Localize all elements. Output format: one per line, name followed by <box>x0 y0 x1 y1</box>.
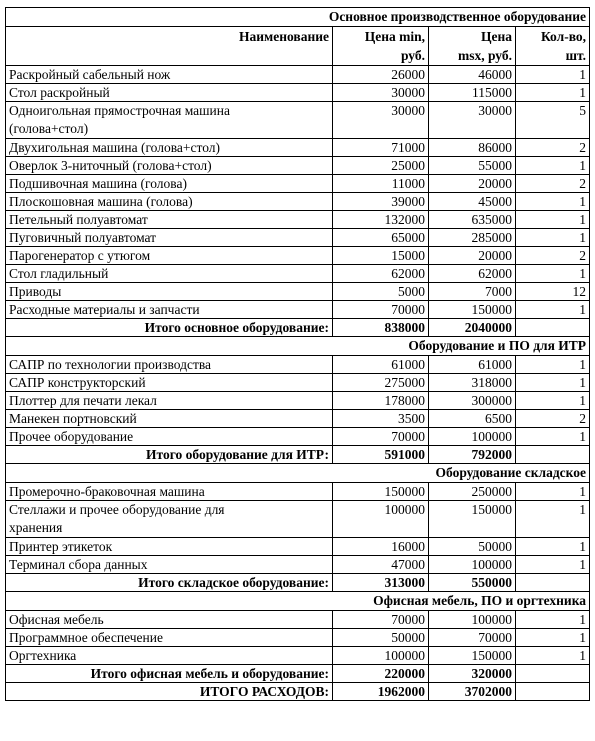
price-max-cell: 150000 <box>429 647 516 665</box>
price-min-cell: 275000 <box>333 374 429 392</box>
subtotal-label: Итого складское оборудование: <box>6 574 333 592</box>
quantity-cell: 1 <box>516 157 590 175</box>
quantity-cell: 1 <box>516 647 590 665</box>
item-name: Парогенератор с утюгом <box>6 247 333 265</box>
table-row <box>6 139 590 157</box>
item-name: Прочее оборудование <box>6 428 333 446</box>
table-row <box>6 428 590 446</box>
price-min-cell: 50000 <box>333 629 429 647</box>
price-max-cell: 635000 <box>429 211 516 229</box>
grand-total-qty-empty <box>516 683 590 701</box>
table-row <box>6 283 590 301</box>
item-name: Плоттер для печати лекал <box>6 392 333 410</box>
section-title: Оборудование складское <box>6 464 590 483</box>
table-row <box>6 265 590 283</box>
quantity-cell: 1 <box>516 356 590 374</box>
item-name: Стол раскройный <box>6 84 333 102</box>
price-min-cell: 178000 <box>333 392 429 410</box>
item-name: Промерочно-браковочная машина <box>6 483 333 501</box>
section-title: Офисная мебель, ПО и оргтехника <box>6 592 590 611</box>
price-max-cell: 100000 <box>429 556 516 574</box>
item-name: Манекен портновский <box>6 410 333 428</box>
subtotal-min: 313000 <box>333 574 429 592</box>
quantity-cell: 1 <box>516 66 590 84</box>
price-max-cell: 20000 <box>429 175 516 193</box>
quantity-cell: 1 <box>516 538 590 556</box>
subtotal-qty-empty <box>516 446 590 464</box>
price-max-cell: 62000 <box>429 265 516 283</box>
quantity-cell: 2 <box>516 139 590 157</box>
quantity-cell: 1 <box>516 374 590 392</box>
price-min-cell: 25000 <box>333 157 429 175</box>
quantity-cell: 2 <box>516 410 590 428</box>
price-max-cell: 86000 <box>429 139 516 157</box>
price-min-cell: 39000 <box>333 193 429 211</box>
item-name: Программное обеспечение <box>6 629 333 647</box>
item-name: Расходные материалы и запчасти <box>6 301 333 319</box>
item-name: Офисная мебель <box>6 611 333 629</box>
price-max-cell: 300000 <box>429 392 516 410</box>
price-min-cell: 62000 <box>333 265 429 283</box>
grand-total-row <box>6 683 590 701</box>
price-max-cell: 20000 <box>429 247 516 265</box>
price-max-cell: 318000 <box>429 374 516 392</box>
subtotal-max: 320000 <box>429 665 516 683</box>
price-max-cell: 100000 <box>429 428 516 446</box>
subtotal-row <box>6 446 590 464</box>
item-name: Петельный полуавтомат <box>6 211 333 229</box>
table-row <box>6 175 590 193</box>
document-page <box>5 7 590 701</box>
item-name: САПР конструкторский <box>6 374 333 392</box>
table-row <box>6 193 590 211</box>
price-max-cell: 50000 <box>429 538 516 556</box>
subtotal-min: 220000 <box>333 665 429 683</box>
item-name: САПР по технологии производства <box>6 356 333 374</box>
quantity-cell: 1 <box>516 301 590 319</box>
quantity-cell: 1 <box>516 629 590 647</box>
table-row <box>6 556 590 574</box>
grand-total-min: 1962000 <box>333 683 429 701</box>
quantity-cell: 1 <box>516 392 590 410</box>
price-max-cell: 30000 <box>429 102 516 139</box>
item-name: Стеллажи и прочее оборудование для хранения <box>6 501 333 538</box>
quantity-cell: 1 <box>516 229 590 247</box>
price-max-cell: 150000 <box>429 301 516 319</box>
section-title: Оборудование и ПО для ИТР <box>6 337 590 356</box>
quantity-cell: 1 <box>516 193 590 211</box>
price-max-cell: 285000 <box>429 229 516 247</box>
price-min-cell: 30000 <box>333 84 429 102</box>
item-name: Подшивочная машина (голова) <box>6 175 333 193</box>
item-name: Оверлок 3-ниточный (голова+стол) <box>6 157 333 175</box>
item-name: Стол гладильный <box>6 265 333 283</box>
section-header-row <box>6 8 590 27</box>
subtotal-max: 550000 <box>429 574 516 592</box>
price-max-cell: 45000 <box>429 193 516 211</box>
subtotal-label: Итого основное оборудование: <box>6 319 333 337</box>
section-title: Основное производственное оборудование <box>6 8 590 27</box>
table-row <box>6 629 590 647</box>
item-name: Двухигольная машина (голова+стол) <box>6 139 333 157</box>
quantity-cell: 1 <box>516 428 590 446</box>
table-row <box>6 647 590 665</box>
subtotal-max: 2040000 <box>429 319 516 337</box>
price-min-cell: 61000 <box>333 356 429 374</box>
quantity-cell: 2 <box>516 175 590 193</box>
table-row <box>6 247 590 265</box>
price-min-cell: 71000 <box>333 139 429 157</box>
section-header-row <box>6 337 590 356</box>
price-min-cell: 47000 <box>333 556 429 574</box>
subtotal-row <box>6 319 590 337</box>
price-min-cell: 15000 <box>333 247 429 265</box>
subtotal-qty-empty <box>516 574 590 592</box>
price-min-cell: 70000 <box>333 428 429 446</box>
table-row <box>6 301 590 319</box>
subtotal-label: Итого офисная мебель и оборудование: <box>6 665 333 683</box>
price-min-cell: 150000 <box>333 483 429 501</box>
quantity-cell: 5 <box>516 102 590 139</box>
item-name: Принтер этикеток <box>6 538 333 556</box>
column-header-row <box>6 27 590 66</box>
subtotal-label: Итого оборудование для ИТР: <box>6 446 333 464</box>
quantity-cell: 2 <box>516 247 590 265</box>
price-min-cell: 132000 <box>333 211 429 229</box>
price-max-cell: 100000 <box>429 611 516 629</box>
table-row <box>6 66 590 84</box>
price-max-cell: 46000 <box>429 66 516 84</box>
price-min-cell: 70000 <box>333 301 429 319</box>
subtotal-max: 792000 <box>429 446 516 464</box>
price-max-cell: 6500 <box>429 410 516 428</box>
quantity-cell: 1 <box>516 211 590 229</box>
table-row <box>6 356 590 374</box>
price-max-cell: 70000 <box>429 629 516 647</box>
price-min-cell: 11000 <box>333 175 429 193</box>
equipment-costs-table <box>5 7 590 701</box>
quantity-cell: 1 <box>516 611 590 629</box>
table-row <box>6 102 590 139</box>
table-row <box>6 211 590 229</box>
subtotal-row <box>6 574 590 592</box>
item-name: Одноигольная прямострочная машина (голова+стол) <box>6 102 333 139</box>
subtotal-row <box>6 665 590 683</box>
price-min-cell: 70000 <box>333 611 429 629</box>
column-header-price-max: Цена msx, руб. <box>429 27 516 66</box>
price-max-cell: 150000 <box>429 501 516 538</box>
price-max-cell: 115000 <box>429 84 516 102</box>
column-header-name: Наименование <box>6 27 333 66</box>
subtotal-qty-empty <box>516 319 590 337</box>
price-min-cell: 65000 <box>333 229 429 247</box>
table-row <box>6 392 590 410</box>
table-row <box>6 538 590 556</box>
table-row <box>6 374 590 392</box>
quantity-cell: 1 <box>516 501 590 538</box>
quantity-cell: 1 <box>516 556 590 574</box>
price-max-cell: 250000 <box>429 483 516 501</box>
table-row <box>6 84 590 102</box>
column-header-qty: Кол-во, шт. <box>516 27 590 66</box>
price-max-cell: 55000 <box>429 157 516 175</box>
table-body <box>6 8 590 701</box>
price-min-cell: 30000 <box>333 102 429 139</box>
table-row <box>6 229 590 247</box>
price-min-cell: 3500 <box>333 410 429 428</box>
table-row <box>6 157 590 175</box>
subtotal-qty-empty <box>516 665 590 683</box>
price-min-cell: 100000 <box>333 647 429 665</box>
section-header-row <box>6 464 590 483</box>
item-name: Раскройный сабельный нож <box>6 66 333 84</box>
subtotal-min: 838000 <box>333 319 429 337</box>
section-header-row <box>6 592 590 611</box>
table-row <box>6 611 590 629</box>
quantity-cell: 12 <box>516 283 590 301</box>
item-name: Пуговичный полуавтомат <box>6 229 333 247</box>
item-name: Терминал сбора данных <box>6 556 333 574</box>
quantity-cell: 1 <box>516 265 590 283</box>
subtotal-min: 591000 <box>333 446 429 464</box>
price-max-cell: 61000 <box>429 356 516 374</box>
price-max-cell: 7000 <box>429 283 516 301</box>
grand-total-label: ИТОГО РАСХОДОВ: <box>6 683 333 701</box>
item-name: Оргтехника <box>6 647 333 665</box>
item-name: Плоскошовная машина (голова) <box>6 193 333 211</box>
price-min-cell: 16000 <box>333 538 429 556</box>
grand-total-max: 3702000 <box>429 683 516 701</box>
item-name: Приводы <box>6 283 333 301</box>
price-min-cell: 26000 <box>333 66 429 84</box>
price-min-cell: 5000 <box>333 283 429 301</box>
column-header-price-min: Цена min, руб. <box>333 27 429 66</box>
table-row <box>6 410 590 428</box>
quantity-cell: 1 <box>516 483 590 501</box>
table-row <box>6 483 590 501</box>
price-min-cell: 100000 <box>333 501 429 538</box>
table-row <box>6 501 590 538</box>
quantity-cell: 1 <box>516 84 590 102</box>
